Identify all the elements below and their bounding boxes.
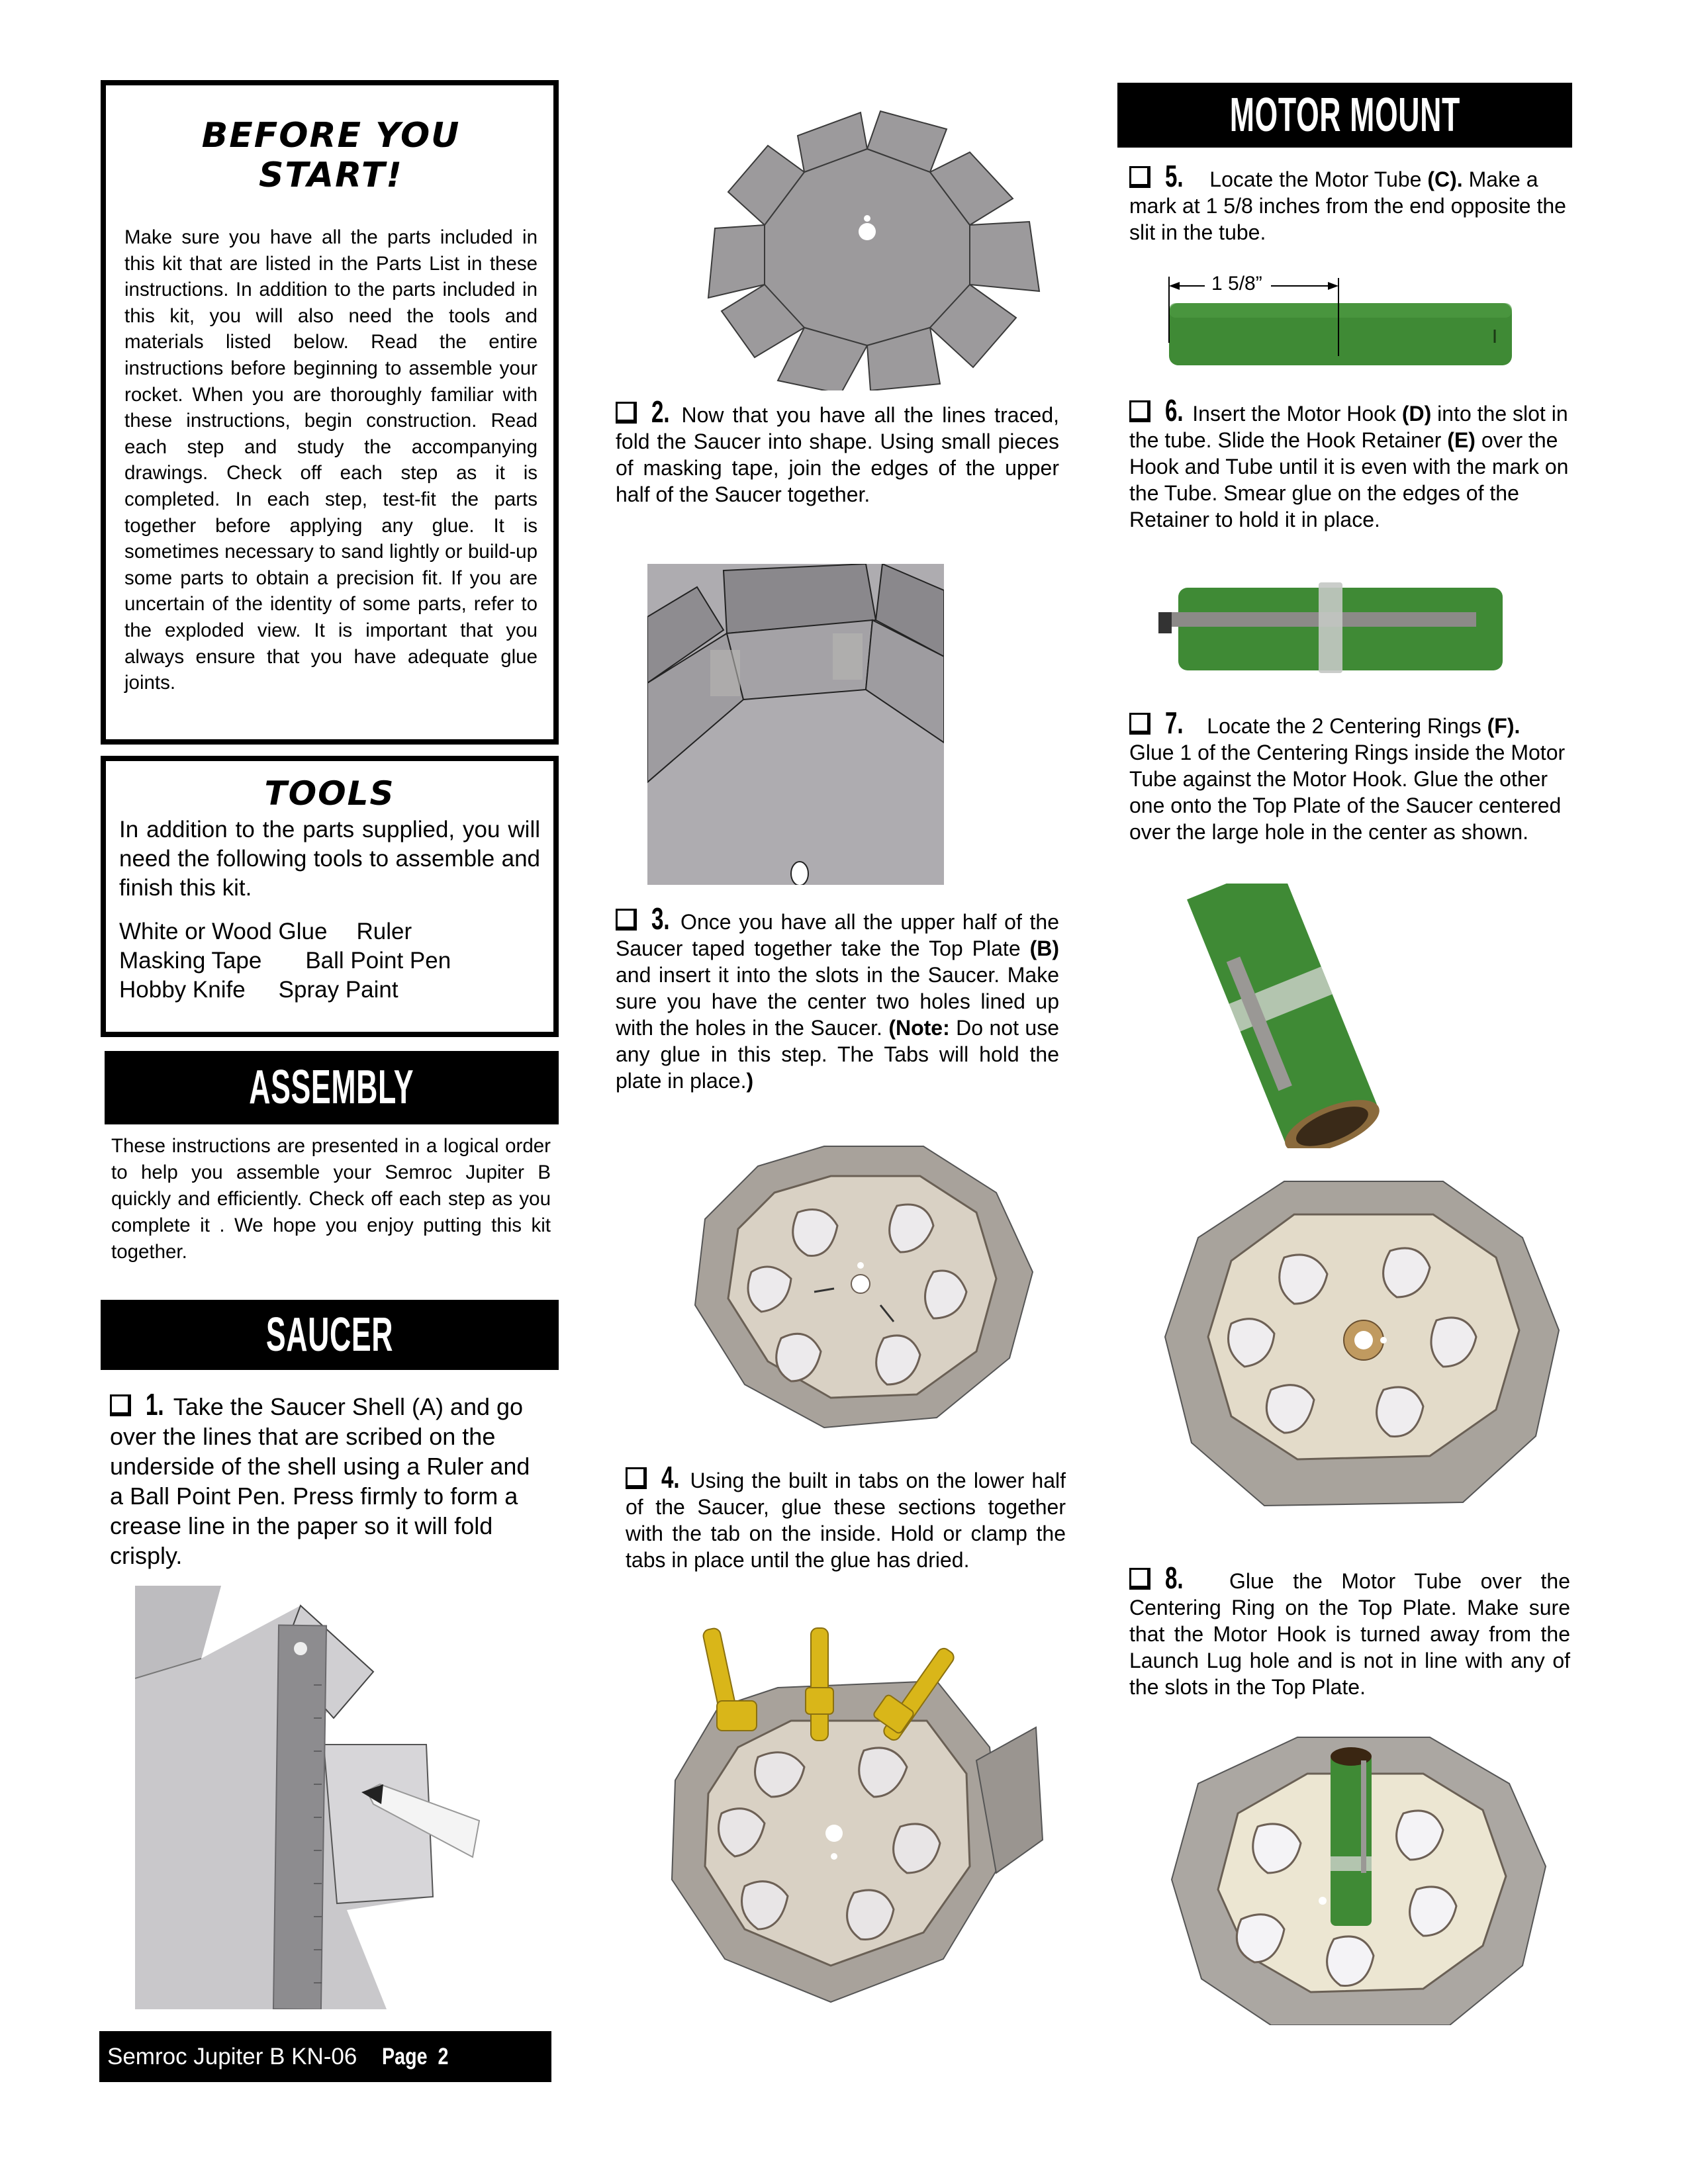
hook-retainer-icon [1319,582,1342,673]
photo-top-plate-inserted [672,1140,1056,1434]
photo-motor-tube-mark [1165,263,1536,369]
tool-item: Ruler [356,919,412,944]
step-text: Do not use any glue in this step. The Tabs will hold the plate in place. [616,1016,1059,1093]
tube-ring-illustration [1178,884,1397,1148]
part-letter: (B) [1029,936,1059,960]
hole [791,862,808,885]
center-hole [825,1825,843,1842]
step-1-checkbox[interactable] [110,1394,131,1416]
assembly-heading: ASSEMBLY [249,1061,414,1114]
step-text: Glue 1 of the Centering Rings inside the Motor Tube against the Motor Hook. Glue the other one onto the Top Plate of the Saucer centered over the large hole in the center as shown. [1129,741,1566,844]
step-text: Now that you have all the lines traced, fold the Saucer into shape. Using small pieces of masking tape, join the edges of the upper half of the Saucer together. [616,403,1060,506]
step-text: Using the built in tabs on the lower half of the Saucer, glue these sections together with the tab on the inside. Hold or clamp the tabs in place until the glue has dried. [626,1469,1066,1572]
step-text: and insert it into the slots in the Saucer. Make sure you have the center two holes lined up with the holes in the Saucer. [616,963,1059,1040]
motor-hook-icon [1158,612,1476,627]
motor-mount-heading-bar [1117,83,1572,148]
ruler-pen-illustration [135,1586,559,2009]
tool-item: Masking Tape [119,948,262,974]
dimension-label: 1 5/8” [1211,273,1262,295]
step-number: 5. [1165,159,1184,193]
taped-saucer-illustration [647,564,944,885]
tool-item: Spray Paint [278,977,399,1003]
motor-tube-saucer-illustration [1165,1727,1562,2025]
part-letter: (A) [411,1393,444,1420]
part-letter: (D) [1401,402,1432,426]
saucer-heading: SAUCER [265,1308,394,1361]
note-close: ) [746,1069,754,1093]
step-7-checkbox[interactable] [1129,713,1150,735]
center-hole [851,1275,870,1293]
step-3 [616,901,1059,1094]
tool-item: Hobby Knife [119,977,246,1003]
tools-title: TOOLS [264,774,395,813]
step-6 [1129,393,1573,533]
saucer-shell-illustration [669,99,1066,390]
step-text: Glue the Motor Tube over the Centering Ring on the Top Plate. Make sure that the Motor Hook is turned away from the Launch Lug hole and is not in line with any of the slots in the Top Plate. [1129,1569,1570,1699]
photo-taped-saucer [647,564,944,885]
tools-intro: In addition to the parts supplied, you will need the following tools to assemble and finish this kit. [119,817,540,901]
tool-item: White or Wood Glue [119,919,328,944]
before-you-start-title [124,116,538,195]
step-2-checkbox[interactable] [616,402,637,424]
step-8 [1129,1561,1570,1700]
title-line-1: BEFORE YOU [201,116,461,156]
photo-ruler-and-pen [135,1586,559,2009]
step-number: 2. [651,394,670,429]
photo-clamped-saucer [665,1615,1049,2005]
step-1 [110,1387,547,1570]
note-label: (Note: [888,1016,950,1040]
step-4-checkbox[interactable] [626,1467,647,1489]
photo-flat-saucer-shell [669,99,1066,390]
step-8-checkbox[interactable] [1129,1568,1150,1590]
step-number: 4. [661,1460,680,1494]
step-text: and go over the lines that are scribed on the underside of the shell using a Ruler and a Ball Point Pen. Press firmly to form a crease line in the paper so it will fold crisply. [110,1393,530,1569]
title-line-2: START! [258,156,404,195]
part-letter: (C). [1427,167,1463,191]
step-5-checkbox[interactable] [1129,166,1150,188]
step-text: into the slot in the tube. Slide the Hook Retainer [1129,402,1568,452]
step-text: Take the Saucer Shell [173,1393,412,1420]
step-5 [1129,159,1566,246]
step-text: Once you have all the upper half of the Saucer taped together take the Top Plate [616,910,1059,960]
saucer-ring-illustration [1152,1178,1575,1512]
step-3-checkbox[interactable] [616,909,637,931]
step-text: Make a mark at 1 5/8 inches from the end opposite the slit in the tube. [1129,167,1566,244]
tools-box [101,756,559,1037]
photo-motor-tube-on-saucer [1165,1727,1562,2025]
step-2 [616,394,1060,508]
footer-product: Semroc Jupiter B KN-06 [107,2044,357,2070]
photo-saucer-with-ring [1152,1178,1575,1512]
step-text: over the Hook and Tube until it is even with the mark on the Tube. Smear glue on the edges of the Retainer to hold it in place. [1129,428,1569,531]
step-6-checkbox[interactable] [1129,400,1150,422]
step-4 [626,1460,1066,1573]
center-hole-large [859,223,876,240]
page-footer [99,2031,551,2082]
motor-hook-illustration [1145,582,1542,682]
step-text: Locate the Motor Tube [1209,167,1428,191]
tools-row [119,946,540,976]
assembly-heading-bar [105,1051,559,1124]
motor-mount-heading: MOTOR MOUNT [1229,89,1460,142]
before-you-start-body: Make sure you have all the parts included in this kit that are listed in the Parts List in these instructions. In addition to the parts included in this kit, you will also need the tools and materials listed below. Read the entire instructions before beginning to assemble your rocket. When you are thoroughly familiar with these instructions, begin construction. Read each step and study the accompanying drawings. Check off each step as it is completed. In each step, test-fit the parts together before applying any glue. It is sometimes necessary to sand lightly or build-up some parts to obtain a precision fit. If you are uncertain of the identity of some parts, refer to the exploded view. It is important that you always ensure that you have adequate glue joints. [124,226,538,694]
top-plate-illustration [672,1140,1056,1434]
tools-row [119,976,540,1005]
tool-item: Ball Point Pen [305,948,451,974]
step-number: 1. [146,1387,164,1422]
step-text: Locate the 2 Centering Rings [1207,714,1487,738]
tools-row [119,917,540,946]
part-letter: (E) [1447,428,1476,452]
before-you-start-box [101,80,559,745]
step-7 [1129,705,1566,845]
step-number: 3. [651,901,670,936]
step-number: 7. [1165,705,1184,740]
tools-list [119,917,540,1005]
part-letter: (F). [1487,714,1521,738]
step-text: Insert the Motor Hook [1192,402,1402,426]
photo-tube-centering-ring [1178,884,1397,1148]
photo-motor-hook-retainer [1145,582,1542,682]
clamped-saucer-illustration [665,1615,1049,2005]
step-number: 8. [1165,1561,1184,1595]
footer-page-number: Page 2 [381,2044,449,2070]
saucer-heading-bar [101,1300,559,1370]
step-number: 6. [1165,393,1184,428]
assembly-body: These instructions are presented in a logical order to help you assemble your Semroc Jupiter B quickly and efficiently. Check off each step as you complete it . We hope you enjoy putting this kit together. [111,1135,551,1263]
center-hole-small [864,215,870,222]
